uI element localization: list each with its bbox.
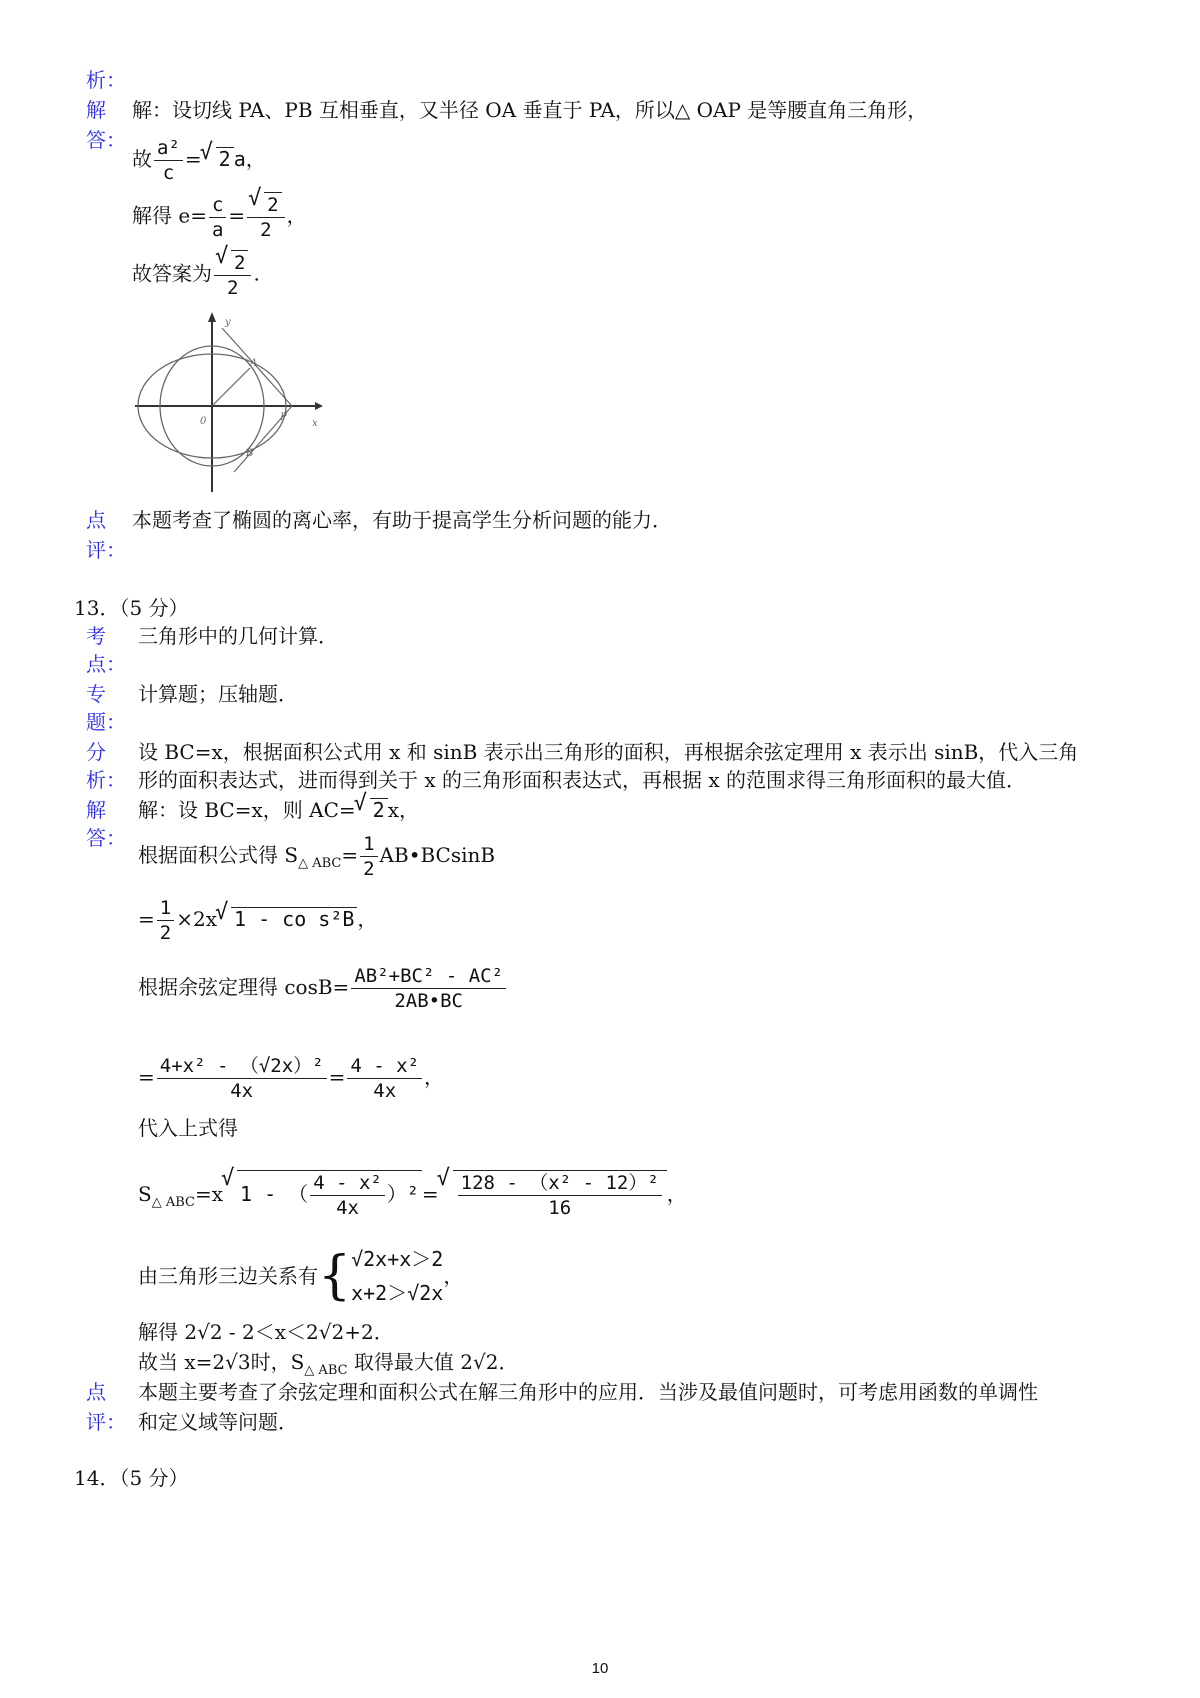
figure-label-x: x [312, 418, 318, 429]
figure-label-o: 0 [200, 416, 207, 427]
q13-solution-line5: = $\frac{\text{4+x² - （√2x）²}}{4x}$ = $\frac{\text{4 - x²}}{4x}$ ， [138, 1055, 445, 1102]
q13-kaodian: 三角形中的几何计算． [138, 624, 338, 648]
page-number: 10 [591, 1660, 609, 1677]
fraction: $\frac{c}{a}$ [209, 193, 226, 242]
ellipse-figure [130, 310, 330, 495]
q13-heading: 13．（5 分） [74, 596, 189, 620]
q12-comment: 本题考查了椭圆的离心率，有助于提高学生分析问题的能力． [132, 508, 672, 532]
label-comment-1: 点 [86, 508, 106, 532]
q14-heading: 14．（5 分） [74, 1466, 189, 1490]
figure-label-y: y [225, 317, 231, 328]
q13-solution-line9: 解得 2√2 - 2＜x＜2√2+2． [138, 1320, 394, 1344]
q13-solution-line10: 故当 x=2√3时，$S_{\triangle ABC}$ 取得最大值 2√2． [138, 1350, 519, 1378]
q12-solution-line3: 解得 e= $\frac{c}{a}$ = √ $\frac{2}{2}$ ， [132, 192, 307, 242]
label-zhuanti-2: 题： [86, 710, 126, 734]
label-zhuanti-1: 专 [86, 682, 106, 706]
q12-solution-line4: 故答案为 √ $\frac{2}{2}$ . [132, 250, 260, 300]
fraction: √ $\frac{2}{2}$ [214, 250, 251, 300]
label-solution-2: 答： [86, 128, 126, 152]
q12-solution-line1: 解：设切线 PA、PB 互相垂直，又半径 OA 垂直于 PA，所以△ OAP 是等腰直角三角形， [132, 98, 928, 122]
fraction: √ $\frac{2}{2}$ [247, 192, 284, 242]
label-kaodian-2: 点： [86, 652, 126, 676]
q13-fenxi-line2: 形的面积表达式，进而得到关于 x 的三角形面积表达式，再根据 x 的范围求得三角形面积的最大值． [138, 768, 1026, 792]
label-fenxi-2: 析： [86, 768, 126, 792]
label-solution-2: 答： [86, 826, 126, 850]
q13-solution-line6: 代入上式得 [138, 1116, 238, 1140]
figure-label-p: P [280, 412, 287, 423]
q12-solution-line2: 故 $\frac{\text{a²}}{c}$ =√ 2 a， [132, 136, 266, 185]
q13-solution-line4: 根据余弦定理得 cosB= $\frac{\text{AB²+BC² - AC²}}{2AB•BC}$ [138, 964, 508, 1013]
label-kaodian-1: 考 [86, 624, 106, 648]
q13-solution-line3: = $\frac{1}{2}$ ×2x√ 1 - co s²B ， [138, 896, 377, 945]
label-solution-1: 解 [86, 798, 106, 822]
q13-solution-line2: 根据面积公式得 $S_{\triangle ABC}=$ $\frac{1}{2}$ AB•BCsinB [138, 833, 496, 880]
label-analysis-end: 析： [86, 68, 126, 92]
label-comment-2: 评： [86, 1410, 126, 1434]
label-fenxi-1: 分 [86, 740, 106, 764]
sqrt: √ 2 [216, 147, 234, 170]
label-comment-2: 评： [86, 538, 126, 562]
q13-solution-line1: 解：设 BC=x，则 AC=√ 2 x， [138, 794, 419, 826]
label-comment-1: 点 [86, 1380, 106, 1404]
label-solution-1: 解 [86, 98, 106, 122]
q13-fenxi-line1: 设 BC=x，根据面积公式用 x 和 sinB 表示出三角形的面积，再根据余弦定理用 x 表示出 sinB，代入三角 [138, 740, 1079, 764]
q12-line2-prefix: 故 [132, 147, 152, 171]
q13-comment-line2: 和定义域等问题． [138, 1410, 298, 1434]
q13-solution-line7: $S_{\triangle ABC}=x√$ 1 - （ $\frac{\text{4 - x²}}{4x}$ ）² = √ $\frac{\text{128 - （x² - 12）²}}{16}$ ， [138, 1170, 687, 1220]
q13-solution-line8: 由三角形三边关系有{ √2x+x＞2 x+2＞√2x ， [138, 1246, 464, 1306]
q13-comment-line1: 本题主要考查了余弦定理和面积公式在解三角形中的应用．当涉及最值问题时，可考虑用函数的单调性 [138, 1380, 1038, 1404]
figure-label-b: B [246, 448, 254, 459]
q13-zhuanti: 计算题；压轴题． [138, 682, 298, 706]
fraction: $\frac{\text{a²}}{c}$ [154, 136, 183, 185]
figure-label-a: A [250, 358, 258, 369]
